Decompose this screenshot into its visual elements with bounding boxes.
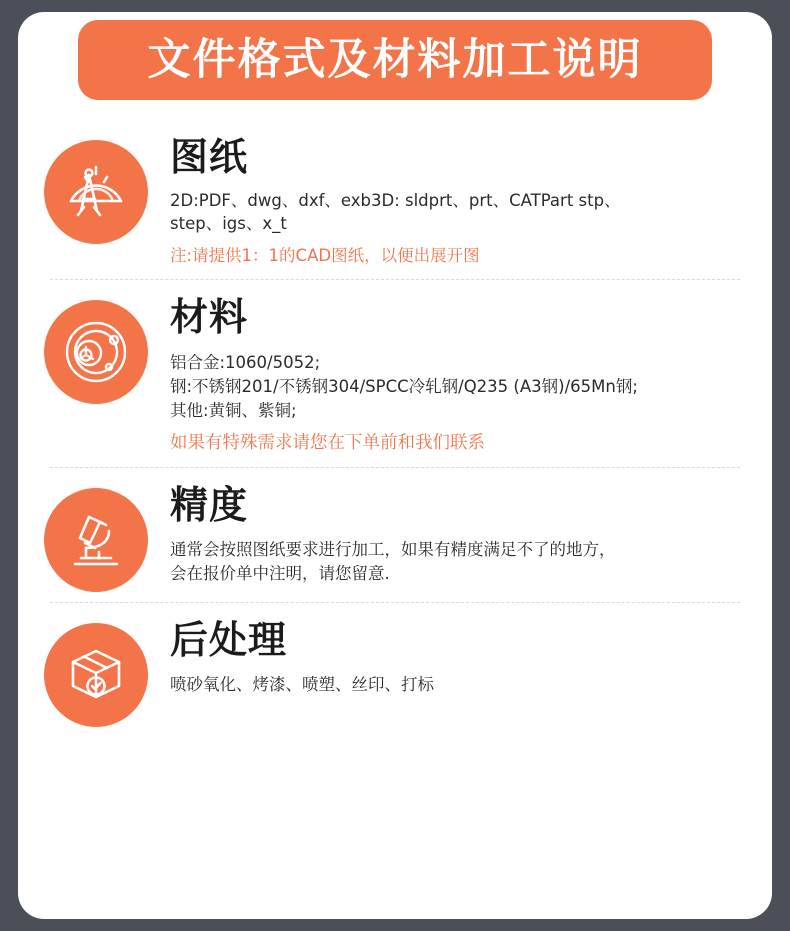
page-title: 文件格式及材料加工说明 <box>147 34 643 85</box>
header-banner <box>78 20 712 100</box>
section-line: 2D:PDF、dwg、dxf、exb3D: sldprt、prt、CATPart stp、 <box>170 190 621 210</box>
section-title: 后处理 <box>170 617 288 662</box>
sections-container <box>18 108 772 919</box>
section-note: 注:请提供1：1的CAD图纸，以便出展开图 <box>170 246 480 266</box>
section-body <box>170 617 746 697</box>
section-line: 钢:不锈钢201/不锈钢304/SPCC冷轧钢/Q235 (A3钢)/65Mn钢; <box>170 376 638 396</box>
info-card <box>18 12 772 919</box>
section-precision <box>44 468 746 602</box>
section-line: 会在报价单中注明，请您留意. <box>170 564 390 584</box>
section-note: 如果有特殊需求请您在下单前和我们联系 <box>170 433 485 454</box>
section-body <box>170 134 746 269</box>
section-line: 铝合金:1060/5052; <box>170 352 321 372</box>
section-line: 通常会按照图纸要求进行加工，如果有精度满足不了的地方， <box>170 540 616 560</box>
section-post-processing <box>44 603 746 737</box>
section-line: 喷砂氧化、烤漆、喷塑、丝印、打标 <box>170 675 434 695</box>
package-check-icon <box>44 623 148 727</box>
section-body <box>170 482 746 586</box>
material-rings-icon <box>44 300 148 404</box>
section-title: 材料 <box>170 295 249 340</box>
microscope-icon <box>44 488 148 592</box>
section-line: 其他:黄铜、紫铜; <box>170 400 297 420</box>
section-title: 图纸 <box>170 135 249 179</box>
section-body <box>170 294 746 457</box>
compass-protractor-icon <box>44 140 148 244</box>
section-line: step、igs、x_t <box>170 214 287 234</box>
section-drawing <box>44 120 746 279</box>
section-material <box>44 280 746 467</box>
section-title: 精度 <box>170 482 249 527</box>
